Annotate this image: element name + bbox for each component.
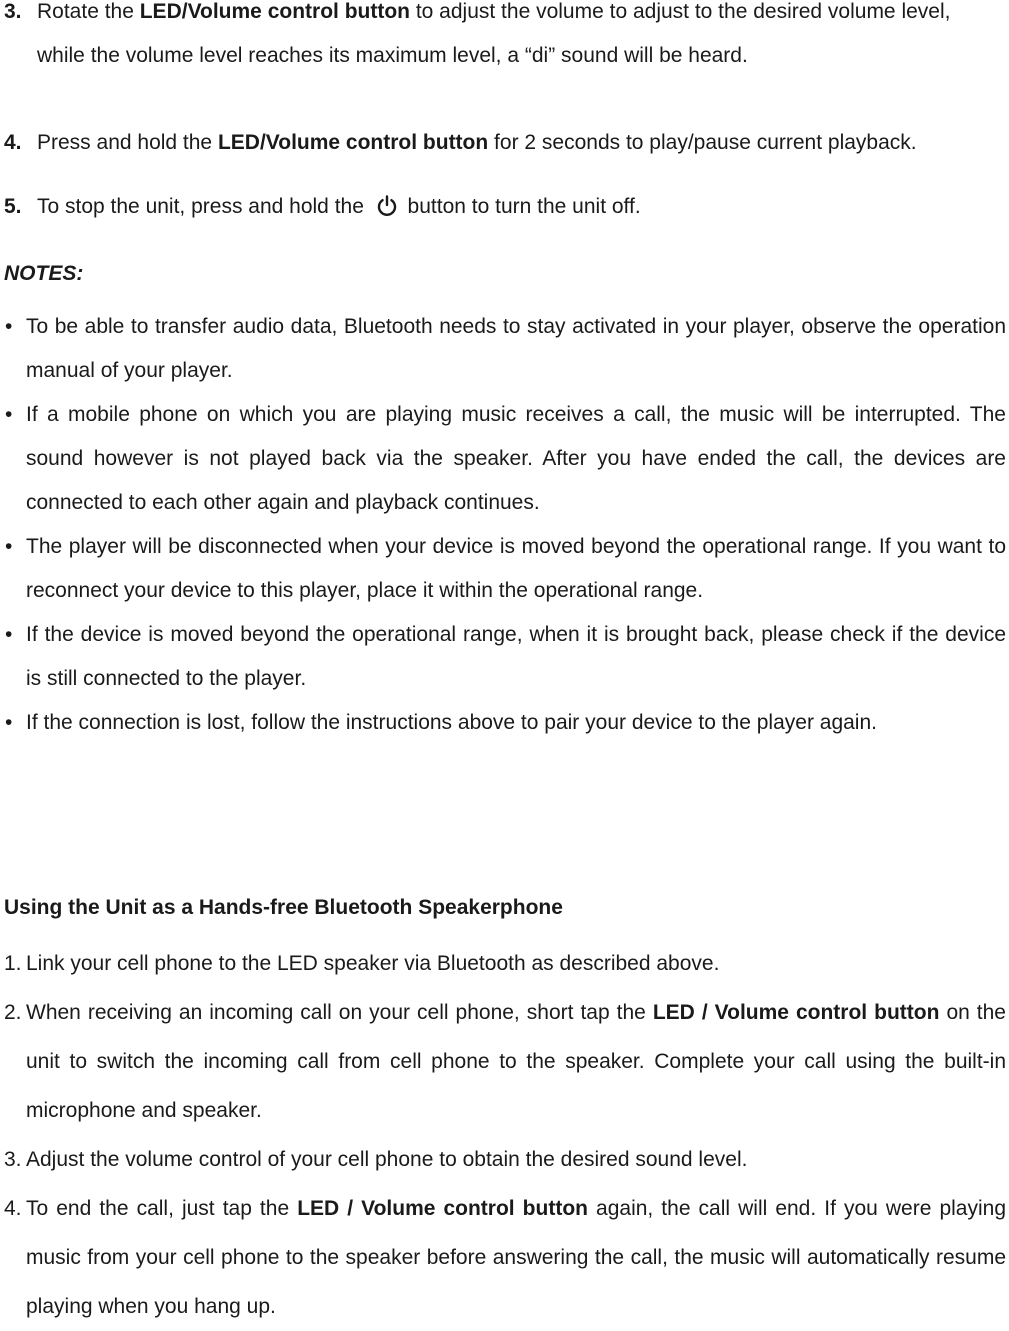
list-item <box>4 525 1006 613</box>
step-text: To stop the unit, press and hold the button to turn the unit off. <box>37 195 641 218</box>
bullet-icon: • <box>5 403 13 426</box>
step-3 <box>4 0 1004 78</box>
control-name: LED / Volume control button <box>297 1197 588 1220</box>
step-number: 4. <box>4 131 22 154</box>
power-icon <box>376 195 398 217</box>
step-number: 3. <box>4 1148 22 1171</box>
list-item <box>4 393 1006 525</box>
step-number: 1. <box>4 952 22 975</box>
control-name: LED/Volume control button <box>139 0 410 23</box>
note-text: If a mobile phone on which you are playing music receives a call, the music will be interrupted. The sound however is not played back via the speaker. After you have ended the call, the devices are connected to each other again and playback continues. <box>26 403 1006 514</box>
step-number: 3. <box>4 0 22 23</box>
step-number: 4. <box>4 1197 22 1220</box>
step-text: Press and hold the LED/Volume control button for 2 seconds to play/pause current playback. <box>37 131 917 154</box>
list-item: 3. Adjust the volume control of your cell phone to obtain the desired sound level. <box>4 1135 1006 1184</box>
list-item: 4. To end the call, just tap the LED / Volume control button again, the call will end. If you were playing music from your cell phone to the speaker before answering the call, the music will automatically resume playing when you hang up. <box>4 1184 1006 1331</box>
bullet-icon: • <box>5 535 13 558</box>
step-number: 2. <box>4 1001 22 1024</box>
list-item <box>4 701 1006 745</box>
speakerphone-steps <box>4 939 1006 1331</box>
bullet-icon: • <box>5 623 13 646</box>
step-number: 5. <box>4 195 22 218</box>
note-text: If the connection is lost, follow the instructions above to pair your device to the player again. <box>26 711 877 734</box>
notes-list <box>4 305 1006 745</box>
step-text: Rotate the LED/Volume control button to adjust the volume to adjust to the desired volume level, while the volume level reaches its maximum level, a “di” sound will be heard. <box>37 0 951 67</box>
notes-heading: NOTES: <box>4 262 84 285</box>
bullet-icon: • <box>5 315 13 338</box>
note-text: To be able to transfer audio data, Bluetooth needs to stay activated in your player, observe the operation manual of your player. <box>26 315 1006 382</box>
list-item: 2. When receiving an incoming call on your cell phone, short tap the LED / Volume control button on the unit to switch the incoming call from cell phone to the speaker. Complete your call using the built-in microphone and speaker. <box>4 988 1006 1135</box>
section-heading: Using the Unit as a Hands-free Bluetooth Speakerphone <box>4 896 563 919</box>
note-text: The player will be disconnected when your device is moved beyond the operational range. If you want to reconnect your device to this player, place it within the operational range. <box>26 535 1006 602</box>
control-name: LED / Volume control button <box>652 1001 940 1024</box>
list-item <box>4 613 1006 701</box>
list-item: 1. Link your cell phone to the LED speaker via Bluetooth as described above. <box>4 939 1006 988</box>
control-name: LED/Volume control button <box>217 131 489 154</box>
bullet-icon: • <box>5 711 13 734</box>
step-5 <box>4 192 1004 222</box>
list-item <box>4 305 1006 393</box>
note-text: If the device is moved beyond the operational range, when it is brought back, please check if the device is still connected to the player. <box>26 623 1006 690</box>
step-4 <box>4 128 1004 158</box>
